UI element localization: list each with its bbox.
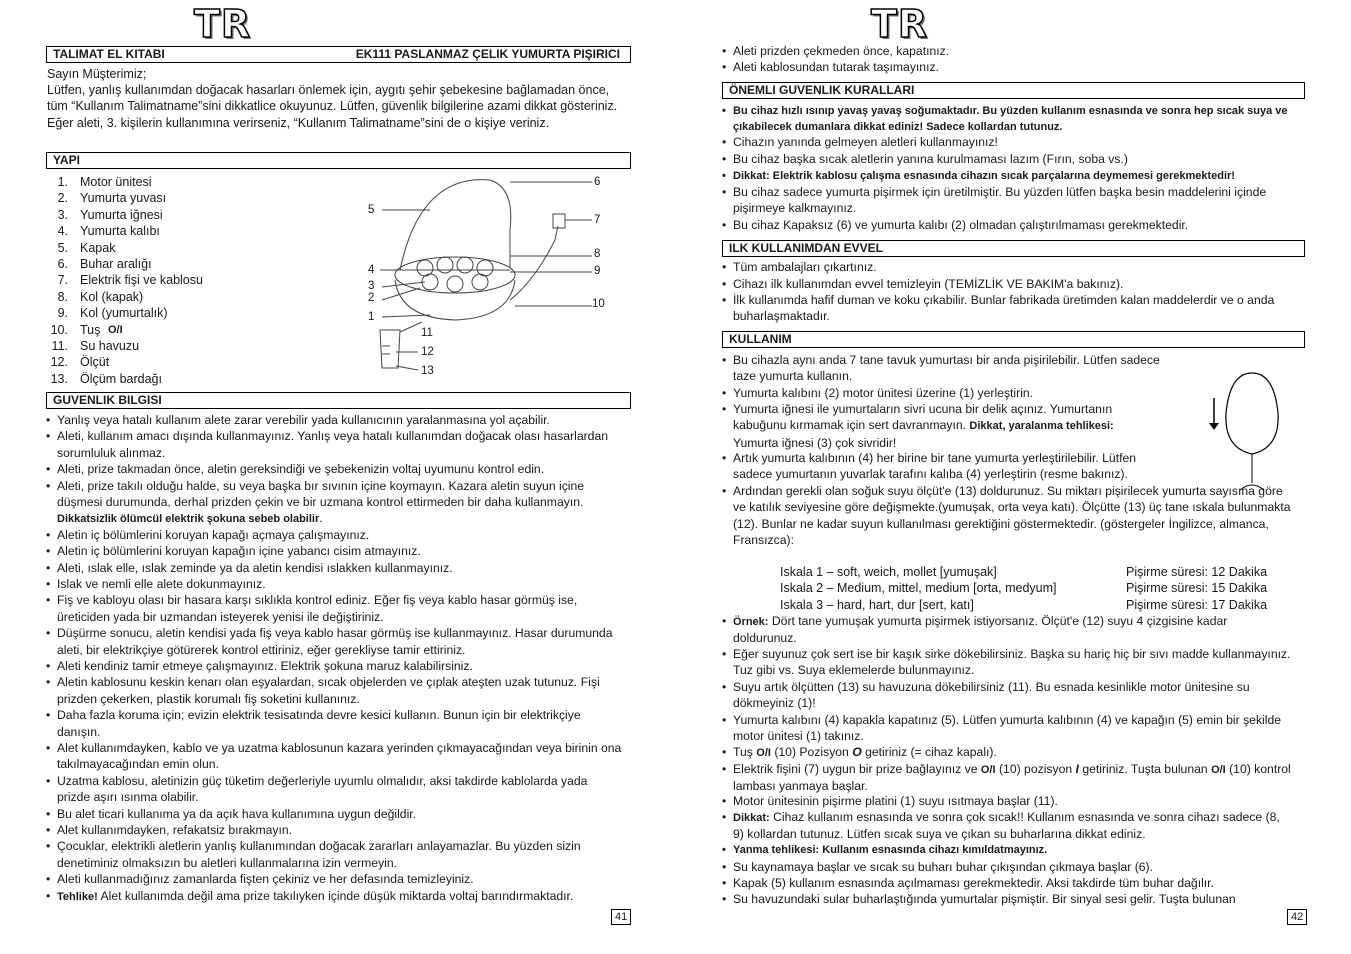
safety-text: Aleti, prize takılı olduğu halde, su veya başka bır sıvının içine koymayın. Kazara aletin suyun içine düşmesi durumunda, derhal prizden çekin ve bir uzmana kontrol ettirmeden bir daha kullanmayın. [57, 478, 585, 509]
part-number: 5. [57, 240, 68, 255]
language-logo: TR [871, 2, 929, 46]
diagram-label-10: 10 [592, 298, 605, 310]
section-title: ÖNEMLI GUVENLIK KURALLARI [729, 83, 915, 97]
text: Elektrik fişini (7) uygun bir prize bağlayınız ve [733, 762, 978, 776]
danger-text: Alet kullanımda değil ama prize takılıyken içinde düşük miktarda voltaj barındırmaktadır. [100, 888, 574, 903]
safety-item [57, 707, 622, 740]
part-label: Yumurta kalıbı [80, 224, 160, 239]
part-label: Tuş [80, 322, 101, 337]
diagram-label-4: 4 [368, 264, 375, 276]
text: getiriniz. Tuşta bulunan [1082, 762, 1208, 776]
part-label: Buhar aralığı [80, 256, 152, 271]
safety-item [57, 806, 622, 822]
safety-item [57, 740, 622, 773]
part-number: 4. [57, 224, 68, 239]
text: getiriniz (= cihaz kapalı). [865, 745, 997, 759]
safety-text: Aletin kablosunu keskin kenarı olan eşyalardan, sıcak objelerden ve çıplak ateşten uzak tutunuz. Fişi prizden çekerken, plastik korumalı fiş soketini kullanınız. [57, 675, 600, 706]
part-item [48, 223, 268, 239]
safety-item [57, 560, 622, 576]
text: Dört tane yumuşak yumurta pişirmek istiyorsanız. Ölçüt'e (12) suyu 4 çizgisine kadar doldurunuz. [733, 614, 1228, 646]
right-page [676, 0, 1351, 954]
part-number: 9. [57, 306, 68, 321]
list-item: • Dikkat: Elektrik kablosu çalışma esnasında cihazın sıcak parçalarına deymemesi gerekmektedir! [733, 168, 1313, 184]
safety-text: Aleti, ıslak elle, ıslak zeminde ya da aletin kendisi ıslakken kullanmayınız. [57, 560, 453, 575]
part-number: 10. [50, 322, 68, 337]
part-item [48, 322, 268, 338]
safety-text: Alet kullanımdayken, refakatsiz bırakmayın. [57, 823, 293, 837]
section-header-kullanim [722, 331, 1305, 348]
safety-item [57, 888, 622, 905]
section-title: KULLANIM [729, 332, 792, 346]
diagram-label-8: 8 [594, 248, 601, 260]
list-item: • Cihazın yanında gelmeyen aletleri kullanmayınız! [733, 134, 1308, 150]
safety-text: Bu alet ticari kullanıma ya da açık hava kullanımına uygun değildir. [57, 806, 417, 821]
safety-item [57, 773, 622, 806]
part-label: Kol (kapak) [80, 289, 144, 304]
parts-list [48, 174, 268, 387]
safety-text: Aleti kendiniz tamir etmeye çalışmayınız. Elektrik şokuna maruz kalabilirsiniz. [57, 659, 473, 673]
list-item: • Bu cihaz Kapaksız (6) ve yumurta kalıbı (2) olmadan çalıştırılmaması gerekmektedir. [733, 217, 1308, 233]
part-number: 7. [57, 273, 68, 288]
part-label: Yumurta yuvası [80, 191, 167, 206]
part-number: 8. [57, 289, 68, 304]
list-item: • Artık yumurta kalıbının (4) her birine bir tane yumurta yerleştirilebilir. Lütfen sadece yumurtanın yuvarlak tarafını kalıba (4) yerleştirin (resme bakınız). [733, 450, 1153, 483]
list-item: • Yumurta kalıbını (4) kapakla kapatınız (5). Lütfen yumurta kalıbının (4) ve kapağın (5) emin bir şekilde motor ünitesi (1) takınız. [733, 712, 1293, 745]
part-label: Kapak [80, 240, 116, 255]
part-item [48, 207, 268, 223]
language-logo: TR [194, 2, 252, 46]
section-title: GUVENLIK BILGISI [53, 393, 162, 407]
list-item: • Bu cihazla aynı anda 7 tane tavuk yumurtası bir anda pişirilebilir. Lütfen sadece taze yumurta kullanın. [733, 352, 1163, 385]
safety-text: Uzatma kablosu, aletinizin güç tüketim değerleriyle uyumlu olmalıdır, aksi takdirde kablolarda yada prizde aşırı ısınma olabilir. [57, 773, 588, 805]
list-item: • Yanma tehlikesi: Kullanım esnasında cihazı kımıldatmayınız. [733, 842, 1293, 858]
safety-text: Aleti kullanmadığınız zamanlarda fişten çekiniz ve her defasında temizleyiniz. [57, 872, 474, 887]
part-number: 13. [50, 371, 68, 386]
safety-item [57, 461, 622, 477]
egg-illustration [1204, 368, 1284, 493]
greeting: Sayın Müşterimiz; [47, 67, 147, 81]
part-label: Kol (yumurtalık) [80, 306, 168, 321]
example-label: Örnek: [733, 616, 769, 628]
safety-item [57, 576, 622, 592]
safety-item [57, 674, 622, 707]
caution-label: Dikkat: [733, 812, 770, 824]
part-label: Ölçüt [80, 355, 110, 370]
switch-symbol: O/I [980, 764, 996, 776]
diagram-label-11: 11 [421, 327, 433, 339]
part-item [48, 371, 268, 387]
measuring-cup-outline [380, 330, 400, 368]
page-number: 41 [611, 909, 631, 925]
cook-time: Pişirme süresi: 12 Dakika [1126, 565, 1268, 579]
part-item [48, 272, 268, 288]
switch-symbol: O/I [756, 747, 771, 759]
part-number: 1. [57, 175, 68, 189]
safety-item [57, 658, 622, 674]
page-number: 42 [1287, 909, 1307, 925]
safety-text: Fiş ve kabloyu olası bir hasara karşı sıklıkla kontrol ediniz. Eğer fiş veya kablo hasar görmüş ise, üreticiden yada bir uzmandan isteyerek yenisi ile değiştiriniz. [57, 593, 578, 624]
list-item [733, 809, 1293, 843]
diagram-label-6: 6 [594, 176, 601, 188]
part-item [48, 354, 268, 370]
safety-item: • Aleti, prize takılı olduğu halde, su veya başka bır sıvının içine koymayın. Kazara aletin suyun içine düşmesi durumunda, derhal prizden çekin ve bir uzmana kontrol ettirmeden bir daha kullanmayın. Dikkatsizlik ölümcül elektrik şokuna sebeb olabilir. [57, 478, 622, 528]
text: Tuş [733, 745, 753, 759]
shock-warning: Dikkatsizlik ölümcül elektrik şokuna sebeb olabilir [57, 513, 320, 526]
list-item: • Kapak (5) kullanım esnasında açılmaması gerekmektedir. Aksi takdirde tüm buhar dağılır. [733, 875, 1293, 891]
list-item: • Eğer suyunuz çok sert ise bir kaşık sirke dökebilirsiniz. Başka su hariç hiç bir sıvı madde kullanmayınız. Tuz gibi vs. Suya eklemelerde bulunmayınız. [733, 646, 1293, 679]
part-item [48, 174, 268, 190]
diagram-label-12: 12 [421, 346, 434, 358]
part-number: 11. [51, 338, 68, 353]
part-label: Elektrik fişi ve kablosu [80, 273, 203, 288]
part-label: Yumurta iğnesi [80, 207, 163, 222]
list-item: • Su kaynamaya başlar ve sıcak su buharı buhar çıkışından çıkmaya başlar (6). [733, 859, 1293, 875]
safety-text: Alet kullanımdayken, kablo ve ya uzatma kablosunun kazara yerinden çıkmayacağından veya birinin ona takılmayacağından emin olun. [57, 741, 622, 772]
safety-item [57, 428, 622, 461]
list-item [733, 401, 1153, 451]
section-header-onemli [722, 82, 1305, 99]
safety-item [57, 625, 622, 658]
diagram-label-3: 3 [368, 280, 375, 292]
list-item: • Cihazı ilk kullanımdan evvel temizleyin (TEMİZLİK VE BAKIM'a bakınız). [733, 276, 1308, 292]
list-item [733, 761, 1293, 795]
section-header-yapi [46, 152, 631, 169]
cook-time: Pişirme süresi: 15 Dakika [1126, 581, 1268, 596]
diagram-label-2: 2 [368, 292, 375, 304]
part-number: 12. [50, 355, 68, 370]
safety-item [57, 871, 622, 887]
safety-text: Islak ve nemli elle alete dokunmayınız. [57, 577, 266, 591]
intro-paragraph: Lütfen, yanlış kullanımdan doğacak hasarları önlemek için, aygıtı şehir şebekesine bağlamadan önce, tüm “Kullanım Talimatname”sini dikkatlice okuyunuz. Lütfen, güvenlik bilgilerine azami dikkat gösteriniz. Eğer aleti, 3. kişilerin kullanımına verirseniz, “Kullanım Talimatname”sini de o kişiye veriniz. [47, 83, 618, 130]
lid-outline [400, 180, 511, 270]
part-label: Motor ünitesi [80, 175, 152, 189]
section-title: ILK KULLANIMDAN EVVEL [729, 241, 883, 255]
part-item [48, 305, 268, 321]
egg-cooker-diagram [360, 170, 610, 385]
cook-time: Pişirme süresi: 17 Dakika [1126, 597, 1268, 612]
text: Yumurta iğnesi ile yumurtaların sivri ucuna bir delik açınız. Yumurtanın kabuğunu kırmamak için sert davranmayın. [733, 402, 1113, 433]
section-header-ilk [722, 240, 1305, 257]
cable-outline [510, 226, 558, 300]
part-item [48, 240, 268, 256]
part-number: 3. [57, 207, 68, 222]
part-item [48, 289, 268, 305]
part-item [48, 338, 268, 354]
list-item: • Ardından gerekli olan soğuk suyu ölçüt'e (13) doldurunuz. Su miktarı pişirilecek yumurta sayısına göre ve katılık seviyesine göre değişmekte.(yumuşak, orta veya katı). Ölçütte (13) üç tane ıskala bulunmakta (12). Bunlar ne kadar suyun kullanılması gerektiğini göstermektedir. (göstergeler İngilizce, almanca, Fransızca): [733, 483, 1293, 549]
safety-text: Çocuklar, elektrikli aletlerin yanlış kullanımından doğacak zararları anlayamazlar. Bu yüzden sizin denetiminiz olmaksızın bu aletleri kullanmalarına izin vermeyin. [57, 839, 581, 870]
safety-text: Daha fazla koruma için; evizin elektrik tesisatında devre kesici kullanın. Bunun için bir elektrikçiye danışın. [57, 708, 581, 739]
diagram-label-7: 7 [594, 214, 601, 226]
safety-item [57, 592, 622, 625]
diagram-label-13: 13 [421, 365, 434, 377]
switch-symbol: O/I [1211, 764, 1226, 776]
plug-outline [553, 214, 565, 228]
list-item: • Bu cihaz sadece yumurta pişirmek için üretilmiştir. Bu yüzden lütfen başka besin maddelerini içinde pişirmeye kalkmayınız. [733, 184, 1293, 217]
diagram-label-1: 1 [368, 311, 375, 323]
safety-item [57, 822, 622, 838]
safety-item [57, 412, 622, 428]
safety-item [57, 543, 622, 559]
diagram-label-9: 9 [594, 265, 601, 277]
list-item: • Su havuzundaki sular buharlaştığında yumurtalar pişmiştir. Bir sinyal sesi gelir. Tuşta bulunan [733, 891, 1293, 907]
section-title: YAPI [53, 153, 80, 167]
list-item: • Motor ünitesinin pişirme platini (1) suyu ısıtmaya başlar (11). [733, 793, 1293, 809]
text: Yumurta iğnesi (3) çok sivridir! [733, 435, 897, 450]
part-label: Su havuzu [80, 338, 140, 353]
list-item: • Bu cihaz hızlı ısınıp yavaş yavaş soğumaktadır. Bu yüzden kullanım esnasında ve sonra hep sıcak suya ve çıkabilecek dumanlara dikkat ediniz! Sadece kollardan tutunuz. [733, 103, 1313, 135]
safety-text: Düşürme sonucu, aletin kendisi yada fiş veya kablo hasar görmüş ise kullanmayınız. Hasar durumunda aleti, bir elektrikçiye götürerek kontrol ettiriniz, eğer gerekliyse tamir ettiriniz. [57, 626, 613, 657]
scale-label: Iskala 1 – soft, weich, mollet [yumuşak] [780, 565, 997, 579]
manual-header [46, 46, 631, 63]
safety-text: Aleti, kullanım amacı dışında kullanmayınız. Yanlış veya hatalı kullanımdan doğacak olası hasarlardan sorumluluk alınmaz. [57, 429, 608, 460]
diagram-label-5: 5 [368, 204, 375, 216]
part-label: Ölçüm bardağı [80, 371, 162, 386]
scale-label: Iskala 3 – hard, hart, dur [sert, katı] [780, 597, 974, 612]
part-number: 6. [57, 256, 68, 271]
part-number: 2. [57, 191, 68, 206]
safety-text: Aletin iç bölümlerini koruyan kapağı açmaya çalışmayınız. [57, 527, 370, 542]
text: (10) pozisyon [998, 762, 1073, 776]
switch-symbol: O/I [108, 323, 123, 336]
on-symbol: I [1075, 762, 1079, 776]
safety-item [57, 527, 622, 543]
list-item: • Suyu artık ölçütten (13) su havuzuna dökebilirsiniz (11). Bu esnada kesinlikle motor ünitesine su dökmeyiniz (1)! [733, 679, 1293, 712]
product-title: EK111 PASLANMAZ ÇELIK YUMURTA PIŞIRICI [355, 47, 620, 61]
part-item [48, 190, 268, 206]
warning-label: Dikkat, yaralanma tehlikesi: [969, 420, 1114, 433]
scale-label: Iskala 2 – Medium, mittel, medium [orta, medyum] [780, 581, 1057, 596]
section-header-guvenlik [46, 392, 631, 409]
safety-text: Aleti, prize takmadan önce, aletin gereksindiği ve şebekenizin voltaj uyumunu kontrol edin. [57, 462, 545, 477]
list-item: • Bu cihaz başka sıcak aletlerin yanına kurulmaması lazım (Fırın, soba vs.) [733, 151, 1308, 167]
text: (10) kontrol lambası yanmaya başlar. [733, 762, 1291, 794]
off-symbol: O [852, 745, 862, 759]
list-item: • Yumurta kalıbını (2) motor ünitesi üzerine (1) yerleştirin. [733, 385, 1163, 401]
text: Cihaz kullanım esnasında ve sonra çok sıcak!! Kullanım esnasında ve sonra cihazı sadece (8, 9) kollardan tutunuz. Lütfen sıcak suya ve çıkan su buharlarına dikkat ediniz. [733, 810, 1280, 842]
base-outline [395, 280, 515, 320]
list-item: • Aleti kablosundan tutarak taşımayınız. [733, 59, 1303, 75]
safety-item [57, 838, 622, 871]
list-item [733, 613, 1293, 647]
manual-title: TALIMAT EL KITABI [53, 47, 165, 61]
safety-text: Aletin iç bölümlerini koruyan kapağın içine yabancı cisim atmayınız. [57, 544, 421, 559]
egg-tray-outline [395, 257, 515, 293]
list-item: • İlk kullanımda hafif duman ve koku çıkabilir. Bunlar fabrikada üretimden kalan maddelerdir ve o anda buharlaşmaktadır. [733, 292, 1308, 325]
list-item: • Aleti prizden çekmeden önce, kapatınız. [733, 43, 1303, 59]
list-item: • Tüm ambalajları çıkartınız. [733, 259, 1308, 275]
safety-text: Yanlış veya hatalı kullanım alete zarar verebilir yada kullanıcının yaralanmasına yol açabilir. [57, 413, 550, 427]
danger-label: Tehlike! [57, 890, 98, 903]
list-item [733, 744, 1293, 761]
text: (10) Pozisyon [774, 745, 849, 759]
part-item [48, 256, 268, 272]
